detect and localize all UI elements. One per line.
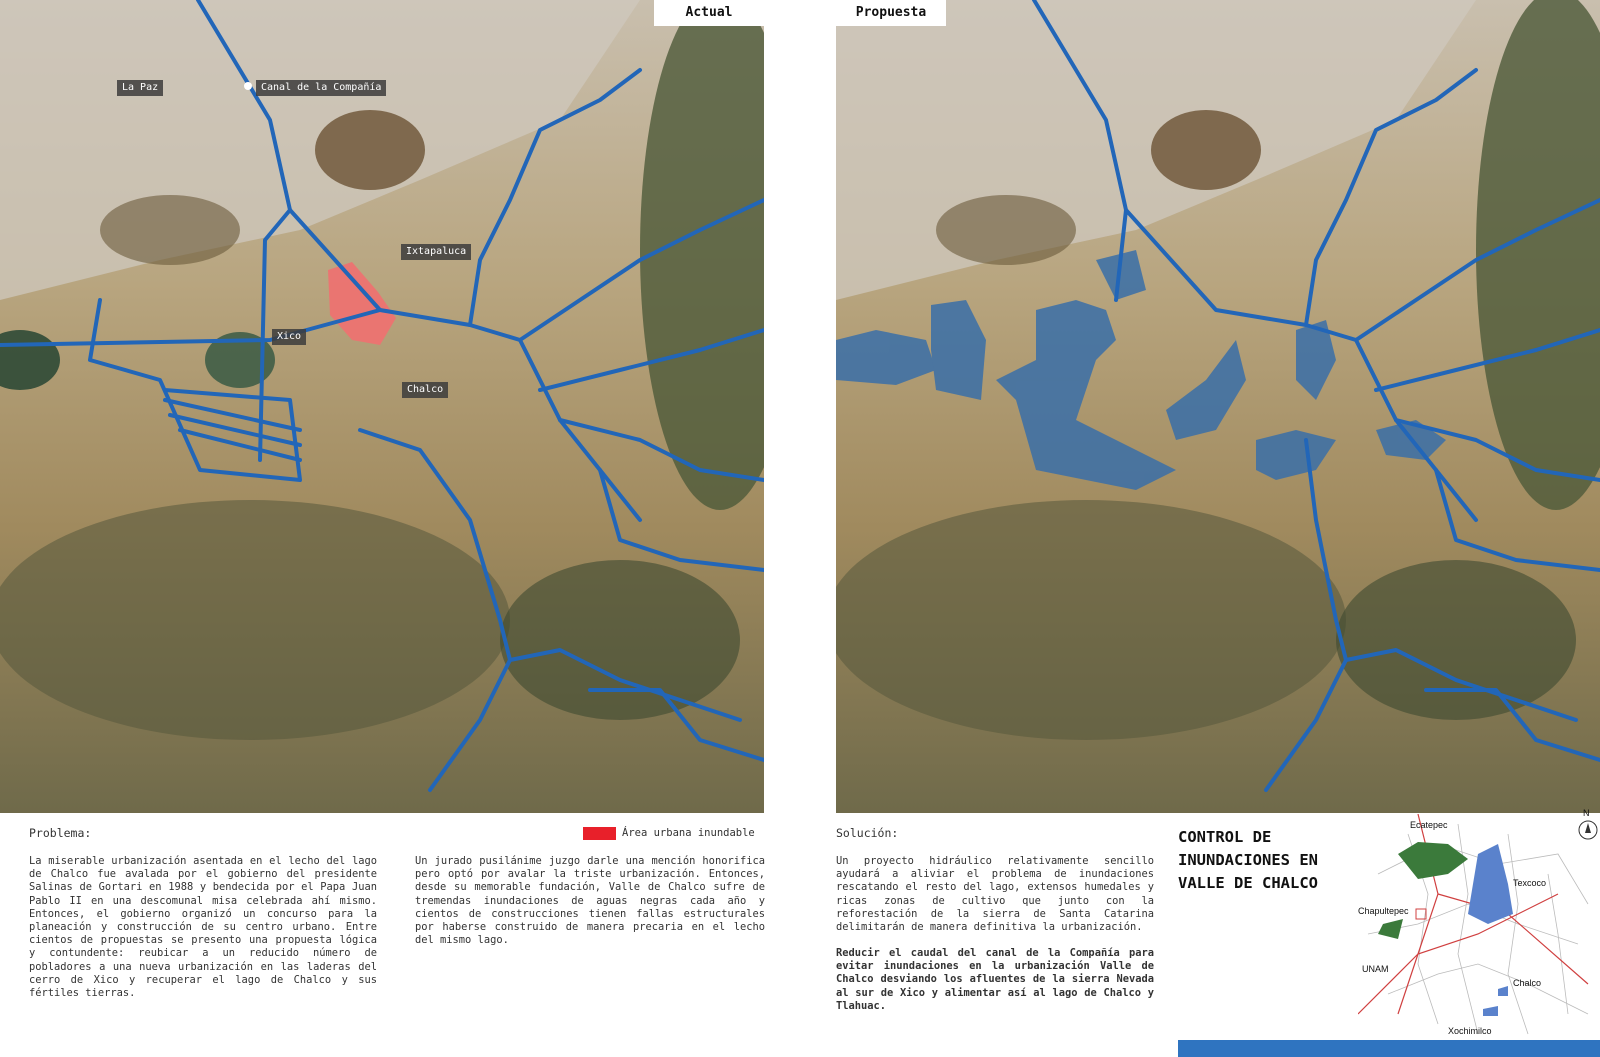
tab-propuesta[interactable]: Propuesta [836, 0, 946, 26]
map-actual[interactable] [0, 0, 764, 813]
problema-text-col1: La miserable urbanización asentada en el lecho del lago de Chalco fue avalada por el gobierno del presidente Salinas de Gortari en 1988 y bendecida por el Papa Juan Pablo II en una descomunal misa celebrada ahí mismo. Entonces, el gobierno organizó un concurso para la planeación y construcción de su centro urbano. Entre cientos de propuestas se presento una propuesta lógica y contundente: reubicar a un reducido número de pobladores a una nueva urbanización en las laderas del cerro de Xico y recuperar el lago de Chalco y sus fértiles tierras. [29, 855, 377, 1000]
location-north-label: N [1583, 808, 1590, 818]
title-line-3: VALLE DE CHALCO [1178, 874, 1318, 892]
label-xico: Xico [272, 329, 306, 345]
legend-swatch-flood [583, 827, 616, 840]
page-title [1178, 826, 1358, 895]
title-line-2: INUNDACIONES EN [1178, 851, 1318, 869]
label-ixtapaluca: Ixtapaluca [401, 244, 471, 260]
label-canal-compania: Canal de la Compañía [256, 80, 386, 96]
location-label-xochimilco: Xochimilco [1448, 1026, 1492, 1036]
legend [583, 826, 755, 840]
location-label-unam: UNAM [1362, 964, 1389, 974]
location-label-chalco: Chalco [1513, 978, 1542, 988]
label-la-paz: La Paz [117, 80, 163, 96]
location-label-texcoco: Texcoco [1513, 878, 1547, 888]
location-label-ecatepec: Ecatepec [1410, 820, 1448, 830]
legend-label: Área urbana inundable [622, 827, 755, 839]
satellite-map-propuesta [836, 0, 1600, 813]
location-label-chapultepec: Chapultepec [1358, 906, 1409, 916]
accent-bar [1178, 1040, 1600, 1057]
title-line-1: CONTROL DE [1178, 828, 1272, 846]
solucion-text-para2: Reducir el caudal del canal de la Compañía para evitar inundaciones en la urbanización Valle de Chalco desviando los afluentes de la sierra Nevada al sur de Xico y alimentar así al lago de Chalco y Tlahuac. [836, 947, 1154, 1012]
satellite-map-actual [0, 0, 764, 813]
location-map-graphic [1358, 814, 1600, 1040]
map-propuesta[interactable] [836, 0, 1600, 813]
solucion-heading: Solución: [836, 826, 899, 840]
label-chalco: Chalco [402, 382, 448, 398]
problema-heading: Problema: [29, 826, 92, 840]
tab-actual[interactable]: Actual [654, 0, 764, 26]
problema-text-col2: Un jurado pusilánime juzgo darle una mención honorifica pero optó por avalar la triste urbanización. Entonces, desde su memorable fundación, Valle de Chalco sufre de tremendas inundaciones de aguas negras cada año y cientos de construcciones tienen fallas estructurales por haberse construido de manera precaria en el lecho del mismo lago. [415, 855, 765, 947]
location-map [1358, 808, 1600, 1040]
solucion-text-para1: Un proyecto hidráulico relativamente sencillo ayudará a aliviar el problema de inundaciones rescatando el resto del lago, extensos humedales y ricas zonas de cultivo que junto con la reforestación de la sierra de Santa Catarina delimitarán de manera definitiva la urbanización. [836, 855, 1154, 934]
